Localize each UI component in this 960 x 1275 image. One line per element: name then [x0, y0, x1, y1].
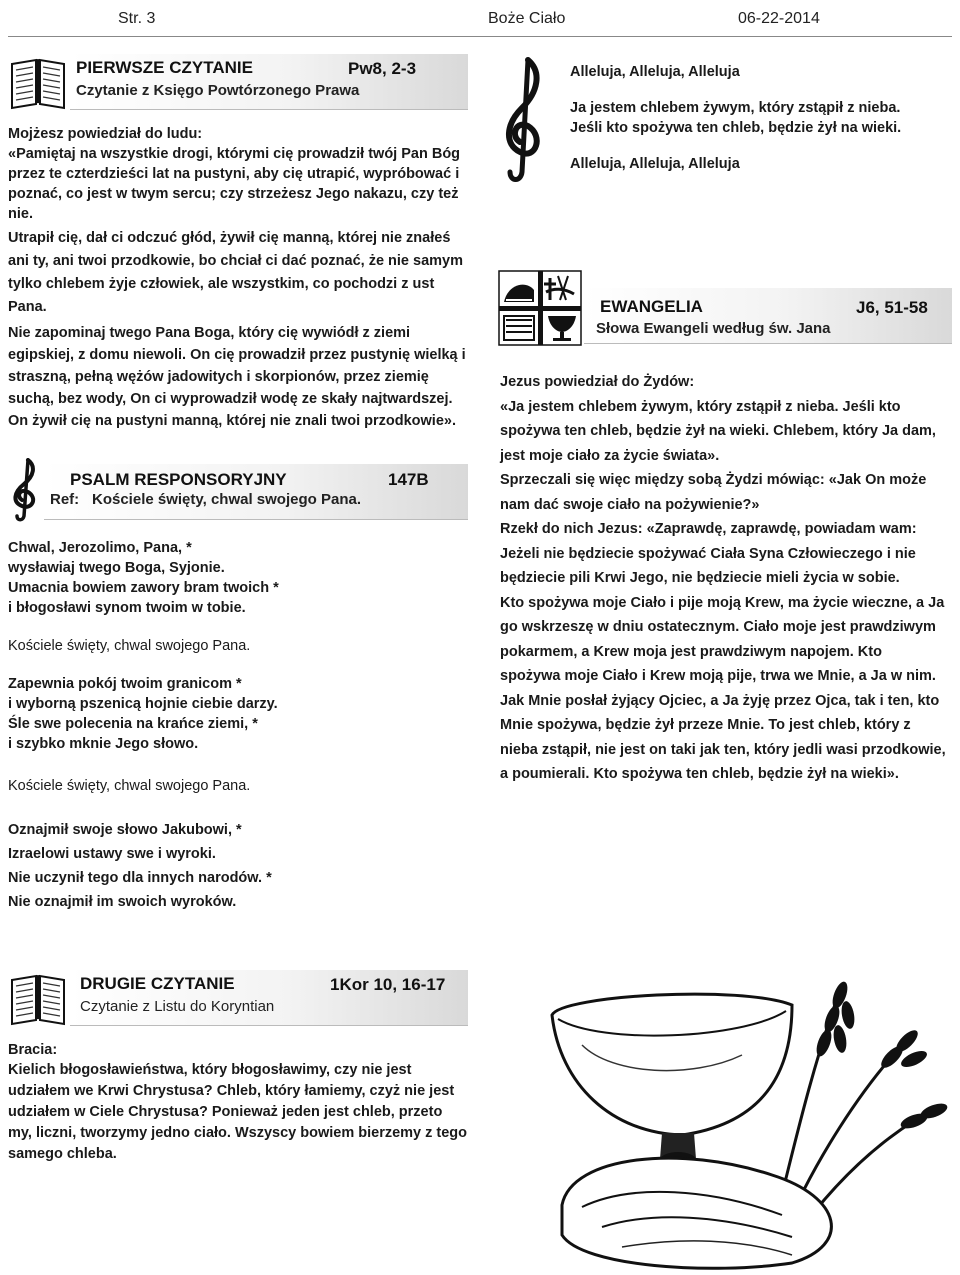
left-column [8, 48, 468, 1168]
alleluia-text [570, 62, 950, 174]
psalm-refrain: Kościele święty, chwal swojego Pana. [92, 491, 361, 508]
psalm-title: PSALM RESPONSORYJNY [70, 470, 287, 489]
second-reading-reference: 1Kor 10, 16-17 [330, 975, 446, 994]
paragraph: Nie zapominaj twego Pana Boga, który cię wywiódł z ziemi egipskiej, z domu niewoli. On cię prowadził przez pustynię wielką i straszną, pełną wężów jadowitych i skorpionów, przez ziemię suchą, bez wody, On ci wyprowadził wodę ze skały najtwardszej. On żywił cię na pustyni manną, której nie znali twoi przodkowie». [8, 325, 466, 429]
psalm-verse-line: i szybko mknie Jego słowo. [8, 736, 199, 752]
psalm-verse-line: Izraelowi ustawy swe i wyroki. [8, 846, 216, 862]
psalm-verse-line: Nie uczynił tego dla innych narodów. * [8, 870, 272, 886]
header-rule [8, 36, 952, 37]
alleluia-line: Alleluja, Alleluja, Alleluja [570, 64, 740, 80]
alleluia-verse: Jeśli kto spożywa ten chleb, będzie żył na wieki. [570, 120, 902, 136]
paragraph: Sprzeczali się więc między sobą Żydzi mówiąc: «Jak On może nam dać swoje ciało na pożywienie?» [500, 472, 927, 513]
second-reading-header [8, 964, 468, 1030]
running-header [0, 0, 960, 40]
paragraph: Bracia: [8, 1042, 58, 1058]
psalm-refrain-repeat: Kościele święty, chwal swojego Pana. [8, 638, 251, 654]
gospel-text [486, 370, 946, 787]
date: 06-22-2014 [738, 10, 820, 27]
psalm-verse-line: Śle swe polecenia na krańce ziemi, * [8, 716, 258, 732]
psalm-header [8, 458, 468, 522]
paragraph: Rzekł do nich Jezus: «Zaprawdę, zaprawdę, powiadam wam: Jeżeli nie będziecie spożywać Ciała Syna Człowieczego i nie będziecie pili Krwi Jego, nie będziecie mieli życia w sobie. [500, 521, 917, 586]
second-reading-subtitle: Czytanie z Listu do Koryntian [80, 998, 275, 1015]
open-book-icon [8, 968, 68, 1028]
treble-clef-icon [8, 458, 44, 522]
open-book-icon [8, 52, 68, 112]
gospel-title: EWANGELIA [600, 297, 703, 316]
gospel-symbols-icon [498, 270, 582, 346]
first-reading-text [8, 124, 468, 432]
paragraph: Kielich błogosławieństwa, który błogosławimy, czy nie jest udziałem we Krwi Chrystusa? Chleb, który łamiemy, czyż nie jest udziałem w Ciele Chrystusa? Ponieważ jeden jest chleb, przeto my, liczni, tworzymy jedno ciało. Wszyscy bowiem bierzemy z tego samego chleba. [8, 1062, 468, 1162]
paragraph: «Pamiętaj na wszystkie drogi, którymi cię prowadził twój Pan Bóg przez te czterdzieści lat na pustyni, aby cię utrapić, wypróbować i poznać, co jest w twym sercu; czy strzeżesz Jego nakazu, czy też nie. [8, 146, 461, 222]
paragraph: Utrapił cię, dał ci odczuć głód, żywił cię manną, której nie znałeś ani ty, ani twoi przodkowie, bo chciał ci dać poznać, że nie samym tylko chlebem żyje człowiek, ale wszystkim, co pochodzi z ust Pana. [8, 230, 463, 315]
treble-clef-icon [498, 56, 548, 186]
psalm-verse-line: Zapewnia pokój twoim granicom * [8, 676, 242, 692]
psalm-verse-line: Nie oznajmił im swoich wyroków. [8, 894, 237, 910]
paragraph: Mojżesz powiedział do ludu: [8, 126, 203, 142]
psalm-body [8, 538, 468, 914]
alleluia-block [486, 48, 952, 258]
psalm-reference: 147B [388, 470, 429, 489]
alleluia-verse: Ja jestem chlebem żywym, który zstąpił z nieba. [570, 100, 901, 116]
right-column [486, 48, 952, 787]
psalm-verse-line: i wyborną pszenicą hojnie ciebie darzy. [8, 696, 278, 712]
second-reading-title: DRUGIE CZYTANIE [80, 974, 235, 993]
psalm-refrain-repeat: Kościele święty, chwal swojego Pana. [8, 778, 251, 794]
paragraph: «Ja jestem chlebem żywym, który zstąpił z nieba. Jeśli kto spożywa ten chleb, będzie żył na wieki. Chlebem, który Ja dam, jest moje ciało za życie świata». [500, 398, 936, 464]
psalm-verse-line: Chwal, Jerozolimo, Pana, * [8, 540, 192, 556]
second-reading-text [8, 1040, 468, 1165]
paragraph: Kto spożywa moje Ciało i pije moją Krew, ma życie wieczne, a Ja go wskrzeszę w dniu ostatecznym. Ciało moje jest prawdziwym pokarmem, a Krew moja jest prawdziwym napojem. Kto spożywa moje Ciało i Krew moją pije, trwa we Mnie, a Ja w nim. Jak Mnie posłał żyjący Ojciec, a Ja żyję przez Ojca, tak i ten, kto Mnie spożywa, będzie żył przeze Mnie. To jest chleb, który z nieba zstąpił, nie jest on taki jak ten, który jedli wasi przodkowie, a poumierali. Kto spożywa ten chleb, będzie żył na wieki». [500, 594, 946, 782]
psalm-verse-line: Umacnia bowiem zawory bram twoich * [8, 580, 279, 596]
first-reading-subtitle: Czytanie z Księgo Powtórzonego Prawa [76, 82, 360, 99]
gospel-header [486, 264, 952, 348]
gospel-reference: J6, 51-58 [856, 298, 928, 317]
first-reading-title: PIERWSZE CZYTANIE [76, 58, 253, 77]
feast-title: Boże Ciało [488, 10, 566, 27]
gospel-subtitle: Słowa Ewangeli według św. Jana [596, 320, 831, 337]
chalice-bread-wheat-illustration [542, 975, 952, 1270]
first-reading-header [8, 48, 468, 114]
psalm-verse-line: Oznajmił swoje słowo Jakubowi, * [8, 822, 242, 838]
page-number: Str. 3 [118, 10, 156, 27]
psalm-verse-line: wysławiaj twego Boga, Syjonie. [8, 560, 225, 576]
first-reading-reference: Pw8, 2-3 [348, 59, 417, 78]
paragraph: Jezus powiedział do Żydów: [500, 374, 695, 390]
psalm-verse-line: i błogosławi synom twoim w tobie. [8, 600, 246, 616]
refrain-label: Ref: [50, 491, 80, 508]
alleluia-line: Alleluja, Alleluja, Alleluja [570, 156, 740, 172]
